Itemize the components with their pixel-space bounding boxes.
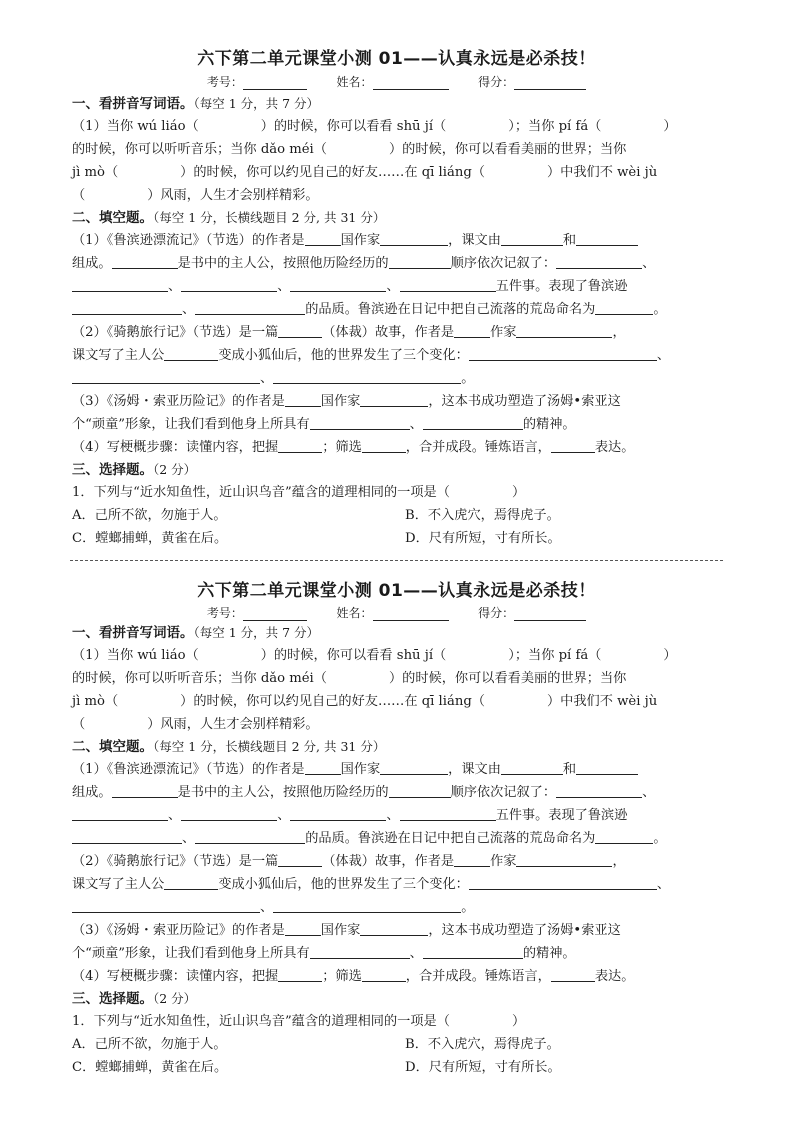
s2-line4: 、 的品质。鲁滨逊在日记中把自己流落的荒岛命名为 。 <box>72 829 667 849</box>
section3-note: （2 分） <box>153 462 197 477</box>
header-fields <box>0 73 793 90</box>
fill-blank[interactable] <box>164 346 218 361</box>
fill-blank[interactable] <box>556 783 642 798</box>
fill-blank[interactable] <box>501 231 563 246</box>
option-b[interactable]: B．不入虎穴，焉得虎子。 <box>405 1037 560 1052</box>
fill-blank[interactable] <box>380 760 448 775</box>
s2-line5: （2）《骑鹅旅行记》（节选）是一篇 （体裁）故事，作者是 作家 ， <box>72 325 626 340</box>
section1-heading: 一、看拼音写词语。 <box>72 625 194 641</box>
fill-blank[interactable] <box>273 369 461 384</box>
s1-line1: （1）当你 wú liáo（ ）的时候，你可以看看 shū jí（ ）；当你 pí fá（ ） <box>72 648 677 663</box>
fill-blank[interactable] <box>423 415 523 430</box>
fill-blank[interactable] <box>501 760 563 775</box>
section1-note: （每空 1 分，共 7 分） <box>193 96 320 111</box>
s2-line9: 个“顽童”形象，让我们看到他身上所具有 、 的精神。 <box>72 417 576 432</box>
fill-blank[interactable] <box>290 277 386 292</box>
section3-note: （2 分） <box>153 991 197 1006</box>
s3-question1: 1．下列与“近水知鱼性，近山识鸟音”蕴含的道理相同的一项是（ ） <box>72 1014 526 1029</box>
option-d[interactable]: D．尺有所短，寸有所长。 <box>405 531 561 546</box>
option-a[interactable]: A．己所不欲，勿施于人。 <box>72 1037 227 1052</box>
score-label: 得分： <box>478 75 515 89</box>
s2-line2: 组成。 是书中的主人公，按照他历险经历的 顺序依次记叙了： 、 <box>72 785 656 800</box>
section2-heading: 二、填空题。 <box>72 739 153 755</box>
fill-blank[interactable] <box>285 392 321 407</box>
fill-blank[interactable] <box>72 369 260 384</box>
option-b[interactable]: B．不入虎穴，焉得虎子。 <box>405 508 560 523</box>
section1-heading-line <box>72 623 319 644</box>
section1-heading-line <box>72 94 319 115</box>
fill-blank[interactable] <box>516 323 612 338</box>
s1-line3: jì mò（ ）的时候，你可以约见自己的好友……在 qī liáng（ ）中我们不 wèi jù <box>72 694 658 709</box>
section3-heading-line <box>72 460 196 481</box>
s2-line5: （2）《骑鹅旅行记》（节选）是一篇 （体裁）故事，作者是 作家 ， <box>72 854 626 869</box>
fill-blank[interactable] <box>556 254 642 269</box>
s2-line3: 、 、 、 五件事。表现了鲁滨逊 <box>72 806 627 826</box>
name-label: 姓名： <box>336 606 373 620</box>
name-label: 姓名： <box>336 75 373 89</box>
s2-line10: （4）写梗概步骤：读懂内容，把握 ；筛选 ，合并成段。锤炼语言， 表达。 <box>72 969 635 984</box>
s2-line3: 、 、 、 五件事。表现了鲁滨逊 <box>72 277 627 297</box>
fill-blank[interactable] <box>400 806 496 821</box>
fill-blank[interactable] <box>380 231 448 246</box>
s2-line7: 、 。 <box>72 898 474 918</box>
s1-line2: 的时候，你可以听听音乐；当你 dǎo méi（ ）的时候，你可以看看美丽的世界；当你 <box>72 671 627 686</box>
section2-note: （每空 1 分，长横线题目 2 分, 共 31 分） <box>153 210 386 225</box>
s2-line1: （1）《鲁滨逊漂流记》（节选）的作者是 国作家 ，课文由 和 <box>72 760 638 780</box>
s2-line6: 课文写了主人公 变成小狐仙后，他的世界发生了三个变化： 、 <box>72 877 671 892</box>
fill-blank[interactable] <box>595 829 653 844</box>
fill-blank[interactable] <box>195 300 305 315</box>
s2-line10: （4）写梗概步骤：读懂内容，把握 ；筛选 ，合并成段。锤炼语言， 表达。 <box>72 440 635 455</box>
fill-blank[interactable] <box>278 967 322 982</box>
s2-line6: 课文写了主人公 变成小狐仙后，他的世界发生了三个变化： 、 <box>72 348 671 363</box>
s2-line2: 组成。 是书中的主人公，按照他历险经历的 顺序依次记叙了： 、 <box>72 256 656 271</box>
fill-blank[interactable] <box>112 254 178 269</box>
section2-heading-line <box>72 208 385 229</box>
fill-blank[interactable] <box>273 898 461 913</box>
fill-blank[interactable] <box>389 783 451 798</box>
fill-blank[interactable] <box>72 898 260 913</box>
score-blank[interactable] <box>514 76 586 90</box>
fill-blank[interactable] <box>72 806 168 821</box>
fill-blank[interactable] <box>285 921 321 936</box>
fill-blank[interactable] <box>362 967 406 982</box>
fill-blank[interactable] <box>305 231 341 246</box>
cut-line-divider <box>70 560 723 561</box>
s1-line2: 的时候，你可以听听音乐；当你 dǎo méi（ ）的时候，你可以看看美丽的世界；当你 <box>72 142 627 157</box>
fill-blank[interactable] <box>164 875 218 890</box>
fill-blank[interactable] <box>195 829 305 844</box>
exam-no-blank[interactable] <box>243 607 307 621</box>
fill-blank[interactable] <box>423 944 523 959</box>
fill-blank[interactable] <box>72 829 182 844</box>
fill-blank[interactable] <box>278 438 322 453</box>
fill-blank[interactable] <box>72 277 168 292</box>
section2-note: （每空 1 分，长横线题目 2 分, 共 31 分） <box>153 739 386 754</box>
score-label: 得分： <box>478 606 515 620</box>
fill-blank[interactable] <box>551 967 595 982</box>
name-blank[interactable] <box>373 607 449 621</box>
fill-blank[interactable] <box>454 323 490 338</box>
fill-blank[interactable] <box>595 300 653 315</box>
fill-blank[interactable] <box>310 415 410 430</box>
name-blank[interactable] <box>373 76 449 90</box>
s2-line1: （1）《鲁滨逊漂流记》（节选）的作者是 国作家 ，课文由 和 <box>72 231 638 251</box>
exam-no-blank[interactable] <box>243 76 307 90</box>
fill-blank[interactable] <box>400 277 496 292</box>
section3-heading: 三、选择题。 <box>72 991 153 1007</box>
fill-blank[interactable] <box>576 231 638 246</box>
section1-heading: 一、看拼音写词语。 <box>72 96 194 112</box>
score-blank[interactable] <box>514 607 586 621</box>
s2-line4: 、 的品质。鲁滨逊在日记中把自己流落的荒岛命名为 。 <box>72 300 667 320</box>
fill-blank[interactable] <box>278 323 322 338</box>
quiz-title: 六下第二单元课堂小测 01——认真永远是必杀技！ <box>197 49 596 69</box>
option-d[interactable]: D．尺有所短，寸有所长。 <box>405 1060 561 1075</box>
fill-blank[interactable] <box>290 806 386 821</box>
fill-blank[interactable] <box>181 806 277 821</box>
fill-blank[interactable] <box>112 783 178 798</box>
section2-heading-line <box>72 737 385 758</box>
s2-line8: （3）《汤姆・索亚历险记》的作者是 国作家 ，这本书成功塑造了汤姆•索亚这 <box>72 394 621 409</box>
section1-note: （每空 1 分，共 7 分） <box>193 625 320 640</box>
option-c[interactable]: C．螳螂捕蝉，黄雀在后。 <box>72 1060 228 1075</box>
section3-heading: 三、选择题。 <box>72 462 153 478</box>
s3-question1: 1．下列与“近水知鱼性，近山识鸟音”蕴含的道理相同的一项是（ ） <box>72 485 526 500</box>
s2-line7: 、 。 <box>72 369 474 389</box>
s1-line4: （ ）风雨，人生才会别样精彩。 <box>72 717 319 732</box>
fill-blank[interactable] <box>360 921 428 936</box>
fill-blank[interactable] <box>551 438 595 453</box>
option-a[interactable]: A．己所不欲，勿施于人。 <box>72 508 227 523</box>
s1-line3: jì mò（ ）的时候，你可以约见自己的好友……在 qī liáng（ ）中我们不 wèi jù <box>72 165 658 180</box>
fill-blank[interactable] <box>181 277 277 292</box>
quiz-title: 六下第二单元课堂小测 01——认真永远是必杀技！ <box>197 581 596 601</box>
exam-no-label: 考号： <box>206 75 243 89</box>
fill-blank[interactable] <box>305 760 341 775</box>
fill-blank[interactable] <box>389 254 451 269</box>
exam-no-label: 考号： <box>206 606 243 620</box>
fill-blank[interactable] <box>362 438 406 453</box>
fill-blank[interactable] <box>360 392 428 407</box>
fill-blank[interactable] <box>72 300 182 315</box>
fill-blank[interactable] <box>516 852 612 867</box>
fill-blank[interactable] <box>454 852 490 867</box>
option-c[interactable]: C．螳螂捕蝉，黄雀在后。 <box>72 531 228 546</box>
fill-blank[interactable] <box>310 944 410 959</box>
header-fields <box>0 604 793 621</box>
fill-blank[interactable] <box>278 852 322 867</box>
section3-heading-line <box>72 989 196 1010</box>
fill-blank[interactable] <box>469 346 657 361</box>
s1-line1: （1）当你 wú liáo（ ）的时候，你可以看看 shū jí（ ）；当你 pí fá（ ） <box>72 119 677 134</box>
fill-blank[interactable] <box>576 760 638 775</box>
fill-blank[interactable] <box>469 875 657 890</box>
s2-line9: 个“顽童”形象，让我们看到他身上所具有 、 的精神。 <box>72 946 576 961</box>
s1-line4: （ ）风雨，人生才会别样精彩。 <box>72 188 319 203</box>
s2-line8: （3）《汤姆・索亚历险记》的作者是 国作家 ，这本书成功塑造了汤姆•索亚这 <box>72 923 621 938</box>
section2-heading: 二、填空题。 <box>72 210 153 226</box>
